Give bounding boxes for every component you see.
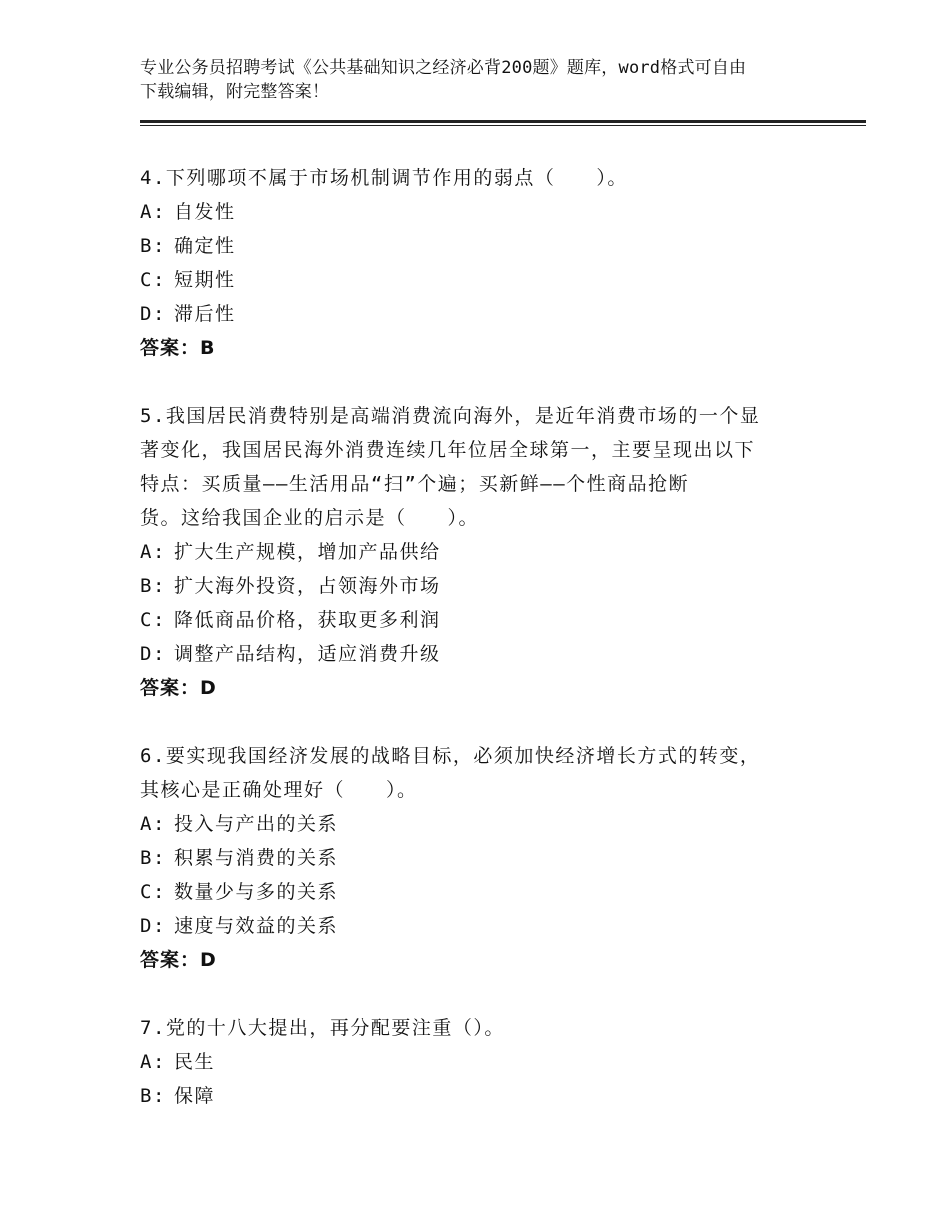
option-letter: C:: [140, 609, 166, 631]
option-text: 速度与效益的关系: [174, 915, 339, 937]
question-stem: 货。这给我国企业的启示是（ ）。: [140, 507, 480, 529]
option-letter: A:: [140, 201, 166, 223]
option-b: [140, 229, 810, 263]
question-7: [140, 1011, 810, 1113]
option-letter: D:: [140, 915, 166, 937]
option-text: 数量少与多的关系: [174, 881, 339, 903]
option-b: [140, 569, 810, 603]
question-stem: 7.党的十八大提出，再分配要注重（）。: [140, 1017, 505, 1039]
option-text: 确定性: [174, 235, 236, 257]
option-a: [140, 807, 810, 841]
answer-label: 答案：B: [140, 337, 216, 359]
question-list: [140, 161, 810, 1147]
option-letter: D:: [140, 643, 166, 665]
option-d: [140, 297, 810, 331]
option-text: 投入与产出的关系: [174, 813, 339, 835]
option-letter: B:: [140, 575, 166, 597]
header-line-2: 下载编辑，附完整答案！: [140, 82, 330, 102]
option-d: [140, 909, 810, 943]
option-letter: B:: [140, 1085, 166, 1107]
question-stem: 5.我国居民消费特别是高端消费流向海外，是近年消费市场的一个显: [140, 405, 761, 427]
option-d: [140, 637, 810, 671]
option-a: [140, 535, 810, 569]
option-text: 短期性: [174, 269, 236, 291]
option-letter: C:: [140, 269, 166, 291]
option-letter: C:: [140, 881, 166, 903]
option-text: 积累与消费的关系: [174, 847, 339, 869]
option-text: 降低商品价格，获取更多利润: [174, 609, 441, 631]
option-letter: B:: [140, 847, 166, 869]
option-text: 调整产品结构，适应消费升级: [174, 643, 441, 665]
option-a: [140, 195, 810, 229]
option-b: [140, 841, 810, 875]
answer-label: 答案：D: [140, 677, 217, 699]
question-stem: 其核心是正确处理好（ ）。: [140, 779, 418, 801]
header-divider-thick: [140, 120, 866, 123]
option-text: 滞后性: [174, 303, 236, 325]
option-text: 自发性: [174, 201, 236, 223]
option-text: 扩大海外投资，占领海外市场: [174, 575, 441, 597]
option-text: 民生: [174, 1051, 216, 1073]
question-5: [140, 399, 810, 705]
option-c: [140, 875, 810, 909]
option-b: [140, 1079, 810, 1113]
option-letter: A:: [140, 813, 166, 835]
answer-label: 答案：D: [140, 949, 217, 971]
option-letter: A:: [140, 1051, 166, 1073]
option-c: [140, 263, 810, 297]
option-letter: A:: [140, 541, 166, 563]
option-c: [140, 603, 810, 637]
header-divider-thin: [140, 125, 866, 126]
question-stem: 4.下列哪项不属于市场机制调节作用的弱点（ ）。: [140, 167, 628, 189]
option-letter: B:: [140, 235, 166, 257]
option-letter: D:: [140, 303, 166, 325]
option-text: 保障: [174, 1085, 216, 1107]
header-line-1: 专业公务员招聘考试《公共基础知识之经济必背200题》题库，word格式可自由: [140, 58, 747, 78]
question-stem: 著变化，我国居民海外消费连续几年位居全球第一，主要呈现出以下: [140, 439, 756, 461]
question-stem: 6.要实现我国经济发展的战略目标，必须加快经济增长方式的转变，: [140, 745, 761, 767]
question-6: [140, 739, 810, 977]
option-a: [140, 1045, 810, 1079]
question-stem: 特点：买质量——生活用品“扫”个遍；买新鲜——个性商品抢断: [140, 473, 690, 495]
option-text: 扩大生产规模，增加产品供给: [174, 541, 441, 563]
document-header: [140, 56, 840, 104]
question-4: [140, 161, 810, 365]
